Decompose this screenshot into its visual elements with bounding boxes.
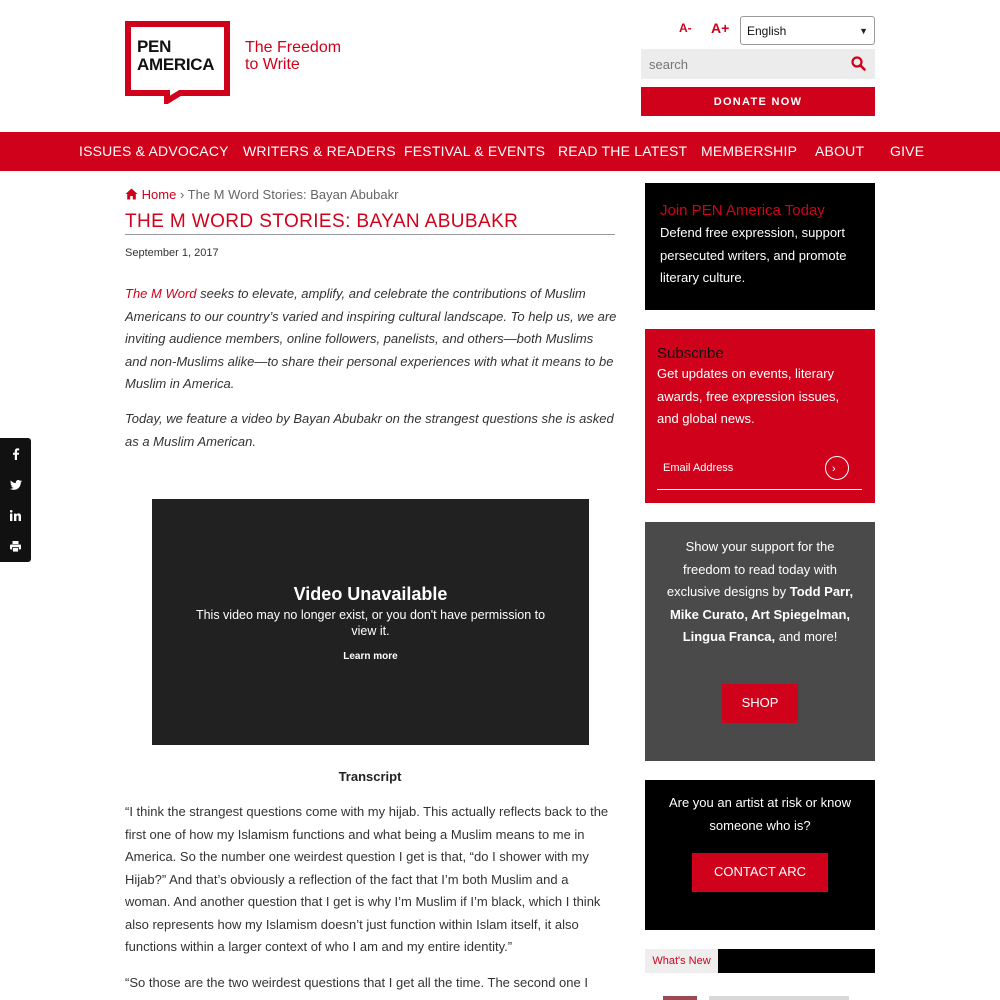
contact-arc-button[interactable]: CONTACT ARC xyxy=(692,853,828,892)
whats-new-thumbnail[interactable] xyxy=(663,996,697,1000)
subscribe-description: Get updates on events, literary awards, free expression issues, and global news. xyxy=(657,366,840,426)
breadcrumb-home-label: Home xyxy=(141,187,177,202)
intro-paragraph xyxy=(125,283,617,396)
breadcrumb xyxy=(125,187,398,202)
video-player[interactable] xyxy=(152,499,589,745)
post-date: September 1, 2017 xyxy=(125,247,219,259)
page-title: THE M WORD STORIES: BAYAN ABUBAKR xyxy=(125,211,615,235)
arc-card xyxy=(645,780,875,930)
logo-text xyxy=(137,38,214,74)
shop-description xyxy=(661,536,859,649)
share-bar xyxy=(0,438,31,562)
nav-item-writers-readers[interactable]: WRITERS & READERS xyxy=(243,143,396,159)
chevron-right-icon: › xyxy=(832,463,836,475)
nav-item-festival-events[interactable]: FESTIVAL & EVENTS xyxy=(404,143,546,159)
language-selected: English xyxy=(747,23,787,38)
search-icon[interactable] xyxy=(851,56,866,76)
shop-text-after: and more! xyxy=(775,629,838,644)
chevron-down-icon: ▼ xyxy=(859,25,868,36)
facebook-icon[interactable] xyxy=(0,438,31,469)
whats-new-item-title[interactable] xyxy=(709,996,849,1000)
nav-item-give[interactable]: GIVE xyxy=(890,143,925,159)
nav-item-about[interactable]: ABOUT xyxy=(815,143,865,159)
search-input[interactable] xyxy=(641,57,841,72)
shop-card xyxy=(645,522,875,761)
shop-button[interactable]: SHOP xyxy=(722,684,798,723)
arc-description: Are you an artist at risk or know someone who is? xyxy=(668,795,852,833)
linkedin-icon[interactable] xyxy=(0,500,31,531)
video-unavailable-message: This video may no longer exist, or you don't have permission to view it. xyxy=(195,608,546,638)
shop-text-before: Show your support for the freedom to read today with exclusive designs by xyxy=(666,539,837,599)
breadcrumb-current: The M Word Stories: Bayan Abubakr xyxy=(187,187,399,202)
font-increase-button[interactable]: A+ xyxy=(711,20,730,36)
join-pen-america-card[interactable] xyxy=(645,183,875,310)
subscribe-title: Subscribe xyxy=(657,345,724,362)
join-title[interactable]: Join PEN America Today xyxy=(660,202,825,219)
breadcrumb-home-link[interactable] xyxy=(125,187,180,202)
tagline-line-1: The Freedom xyxy=(245,39,342,56)
whats-new-tab-bar xyxy=(718,949,875,973)
transcript-paragraph-1: “I think the strangest questions come with my hijab. This actually reflects back to the first one of how my Islamism functions and what being a Muslim means to me in America. So the number one weirdest question I get is that, “do I shower with my Hijab?” And that’s obviously a reflection of the fact that I’m both Muslim and a woman. And another question that I get is why I’m Muslim if I’m black, which I think also represents how my Islamism doesn’t just function within Islam itself, it also functions within a larger context of who I am and my entire identity.” xyxy=(125,804,609,954)
tagline-line-2: to Write xyxy=(245,56,300,73)
nav-item-issues-advocacy[interactable]: ISSUES & ADVOCACY xyxy=(79,143,229,159)
tagline xyxy=(245,39,341,73)
the-m-word-link[interactable]: The M Word xyxy=(125,286,197,301)
breadcrumb-separator: › xyxy=(179,187,185,202)
email-placeholder: Email Address xyxy=(663,462,734,474)
home-icon xyxy=(125,188,138,200)
whats-new-widget xyxy=(645,949,875,1000)
nav-item-membership[interactable]: MEMBERSHIP xyxy=(701,143,798,159)
intro-paragraph-2: Today, we feature a video by Bayan Abubakr on the strangest questions she is asked as a Muslim American. xyxy=(125,411,614,449)
subscribe-card xyxy=(645,329,875,503)
intro-text: seeks to elevate, amplify, and celebrate the contributions of Muslim Americans to our country’s varied and inspiring cultural landscape. To help us, we are inviting audience members, online followers, panelists, and others—both Muslims and non-Muslims alike—to share their personal experiences with what it means to be Muslim in America. xyxy=(125,286,617,391)
logo-line-2: AMERICA xyxy=(137,55,215,74)
pen-america-logo[interactable] xyxy=(125,21,230,104)
font-decrease-button[interactable]: A- xyxy=(679,21,692,35)
nav-item-read-the-latest[interactable]: READ THE LATEST xyxy=(558,143,688,159)
video-unavailable-title: Video Unavailable xyxy=(293,584,448,604)
email-field[interactable] xyxy=(657,456,862,490)
video-learn-more-link[interactable]: Learn more xyxy=(343,651,398,662)
site-header xyxy=(0,0,1000,132)
search-box xyxy=(641,49,875,79)
logo-line-1: PEN xyxy=(137,37,172,56)
shop-artists: Todd Parr, Mike Curato, Art Spiegelman, Lingua Franca, xyxy=(669,584,854,644)
transcript-paragraph-2: “So those are the two weirdest questions that I get all the time. The second one I xyxy=(125,975,588,990)
main-nav xyxy=(0,132,1000,171)
whats-new-tab[interactable]: What's New xyxy=(645,949,718,973)
twitter-icon[interactable] xyxy=(0,469,31,500)
subscribe-submit-button[interactable] xyxy=(825,456,849,480)
language-select[interactable] xyxy=(740,16,875,45)
transcript-heading: Transcript xyxy=(338,769,402,784)
print-icon[interactable] xyxy=(0,531,31,562)
donate-button[interactable]: DONATE NOW xyxy=(641,87,875,116)
join-description: Defend free expression, support persecuted writers, and promote literary culture. xyxy=(660,225,847,285)
